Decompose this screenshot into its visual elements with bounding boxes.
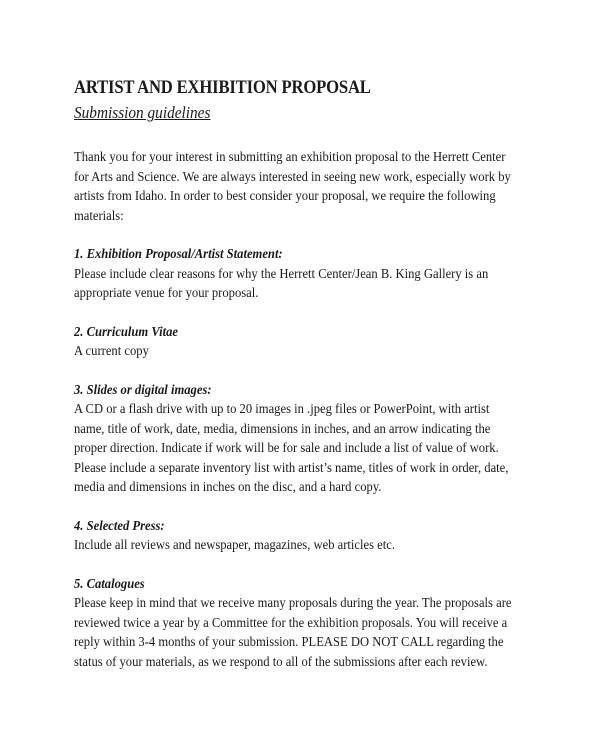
section-heading: 3. Slides or digital images: xyxy=(74,382,212,398)
section-body: A current copy xyxy=(74,344,149,359)
section-body: A CD or a flash drive with up to 20 images in .jpeg files or PowerPoint, with artist name, title of work, date, media, dimensions in inches, and an arrow indicating the proper direction. Indicate if work will be for sale and include a list of value of work. Please include a separate inventory list with artist’s name, titles of work in order, date, media and dimensions in inches on the disc, and a hard copy. xyxy=(74,402,509,495)
section-heading: 1. Exhibition Proposal/Artist Statement: xyxy=(74,247,283,262)
section-body: Include all reviews and newspaper, magazines, web articles etc. xyxy=(74,538,396,553)
section-heading: 2. Curriculum Vitae xyxy=(74,324,178,340)
document-subtitle: Submission guidelines xyxy=(74,103,211,122)
document-page xyxy=(74,76,514,672)
section-selected-press xyxy=(74,517,514,556)
section-exhibition-proposal xyxy=(74,245,514,304)
section-heading: 5. Catalogues xyxy=(74,576,145,592)
section-body: Please include clear reasons for why the Herrett Center/Jean B. King Gallery is an appropriate venue for your proposal. xyxy=(74,266,489,301)
section-body: Please keep in mind that we receive many proposals during the year. The proposals are reviewed twice a year by a Committee for the exhibition proposals. You will receive a reply within 3-4 months of your submission. PLEASE DO NOT CALL regarding the status of your materials, as we respond to all of the submissions after each review. xyxy=(74,596,512,670)
section-slides-digital-images xyxy=(74,381,514,498)
section-heading: 4. Selected Press: xyxy=(74,518,165,534)
section-catalogues xyxy=(74,575,514,673)
section-curriculum-vitae xyxy=(74,323,514,362)
intro-paragraph: Thank you for your interest in submitting an exhibition proposal to the Herrett Center for Arts and Science. We are always interested in seeing new work, especially work by artists from Idaho. In order to best consider your proposal, we require the following materials: xyxy=(74,150,511,224)
document-title: ARTIST AND EXHIBITION PROPOSAL xyxy=(74,78,371,98)
intro-block xyxy=(74,148,514,226)
